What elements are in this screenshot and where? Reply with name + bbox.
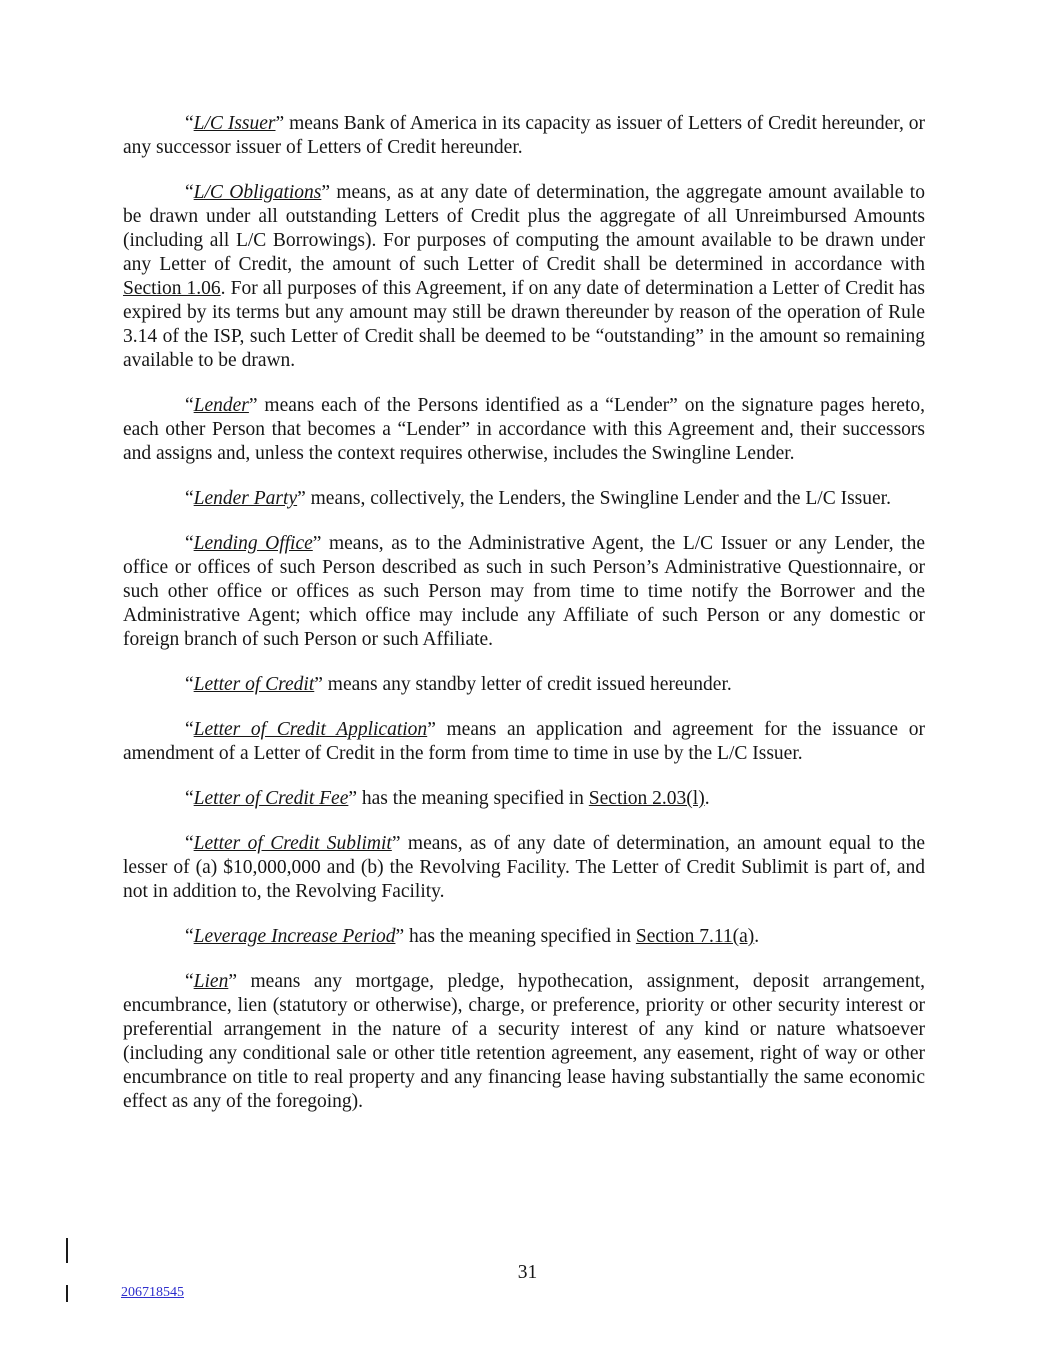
paragraph-text: ” has the meaning specified in (395, 926, 636, 947)
defined-term: Lender (193, 395, 249, 416)
paragraph-text: ” means any standby letter of credit issued hereunder. (314, 674, 732, 695)
section-reference: Section 1.06 (123, 278, 221, 299)
paragraph-text: “ (185, 533, 194, 554)
definition-paragraph (123, 673, 925, 697)
page-number: 31 (517, 1262, 538, 1283)
paragraph-text: ” means Bank of America in its capacity as issuer of Letters of Credit hereunder, or any successor issuer of Letters of Credit hereunder. (123, 113, 925, 158)
defined-term: Letter of Credit Application (193, 719, 428, 740)
definition-paragraph (123, 181, 925, 373)
defined-term: L/C Obligations (193, 182, 322, 203)
paragraph-text: ” means, collectively, the Lenders, the Swingline Lender and the L/C Issuer. (297, 488, 891, 509)
definition-paragraph (123, 832, 925, 904)
paragraph-text: “ (185, 395, 194, 416)
defined-term: Letter of Credit Sublimit (193, 833, 392, 854)
defined-term: Leverage Increase Period (193, 926, 396, 947)
paragraph-text: “ (185, 674, 194, 695)
paragraph-text: ” means an application and agreement for the issuance or amendment of a Letter of Credit in the form from time to time in use by the L/C Issuer. (123, 719, 925, 764)
paragraph-text: “ (185, 488, 194, 509)
section-reference: Section 2.03(l) (588, 788, 705, 809)
definition-paragraph (123, 532, 925, 652)
paragraph-text: “ (185, 926, 194, 947)
section-reference: Section 7.11(a) (635, 926, 755, 947)
definition-paragraph (123, 394, 925, 466)
paragraph-text: . (704, 788, 710, 809)
paragraph-text: . For all purposes of this Agreement, if on any date of determination a Letter of Credit has expired by its terms but any amount may still be drawn thereunder by reason of the operation of Rule 3.14 of the ISP, such Letter of Credit shall be deemed to be “outstanding” in the amount so remaining available to be drawn. (123, 278, 925, 371)
defined-term: Lender Party (193, 488, 298, 509)
paragraph-text: . (754, 926, 760, 947)
paragraph-text: “ (185, 971, 194, 992)
revision-change-bar-icon (66, 1238, 68, 1263)
document-id-link[interactable]: 206718545 (121, 1285, 184, 1300)
paragraph-text: “ (185, 833, 194, 854)
defined-term: L/C Issuer (193, 113, 276, 134)
paragraph-text: “ (185, 719, 194, 740)
defined-term: Lien (193, 971, 229, 992)
document-body (123, 112, 925, 1114)
paragraph-text: “ (185, 182, 194, 203)
definition-paragraph (123, 925, 925, 949)
defined-term: Lending Office (193, 533, 313, 554)
definition-paragraph (123, 112, 925, 160)
paragraph-text: ” has the meaning specified in (348, 788, 589, 809)
paragraph-text: ” means, as of any date of determination, an amount equal to the lesser of (a) $10,000,000 and (b) the Revolving Facility. The Letter of Credit Sublimit is part of, and not in addition to, the Revolving Facility. (123, 833, 925, 902)
definition-paragraph (123, 487, 925, 511)
revision-change-bar-icon (66, 1285, 68, 1302)
paragraph-text: ” means each of the Persons identified as a “Lender” on the signature pages hereto, each other Person that becomes a “Lender” in accordance with this Agreement and, their successors and assigns and, unless the context requires otherwise, includes the Swingline Lender. (123, 395, 925, 464)
paragraph-text: “ (185, 788, 194, 809)
paragraph-text: ” means, as at any date of determination, the aggregate amount available to be drawn under all outstanding Letters of Credit plus the aggregate of all Unreimbursed Amounts (including all L/C Borrowings). For purposes of computing the amount available to be drawn under any Letter of Credit, the amount of such Letter of Credit shall be determined in accordance with (123, 182, 925, 275)
paragraph-text: “ (185, 113, 194, 134)
definition-paragraph (123, 970, 925, 1114)
definition-paragraph (123, 787, 925, 811)
paragraph-text: ” means, as to the Administrative Agent, the L/C Issuer or any Lender, the office or offices of such Person described as such in such Person’s Administrative Questionnaire, or such other office or offices as such Person may from time to time notify the Borrower and the Administrative Agent; which office may include any Affiliate of such Person or any domestic or foreign branch of such Person or such Affiliate. (123, 533, 925, 650)
defined-term: Letter of Credit (193, 674, 315, 695)
defined-term: Letter of Credit Fee (193, 788, 349, 809)
paragraph-text: ” means any mortgage, pledge, hypothecation, assignment, deposit arrangement, encumbrance, lien (statutory or otherwise), charge, or preference, priority or other security interest or preferential arrangement in the nature of a security interest of any kind or nature whatsoever (including any conditional sale or other title retention agreement, any easement, right of way or other encumbrance on title to real property and any financing lease having substantially the same economic effect as any of the foregoing). (123, 971, 925, 1112)
definition-paragraph (123, 718, 925, 766)
